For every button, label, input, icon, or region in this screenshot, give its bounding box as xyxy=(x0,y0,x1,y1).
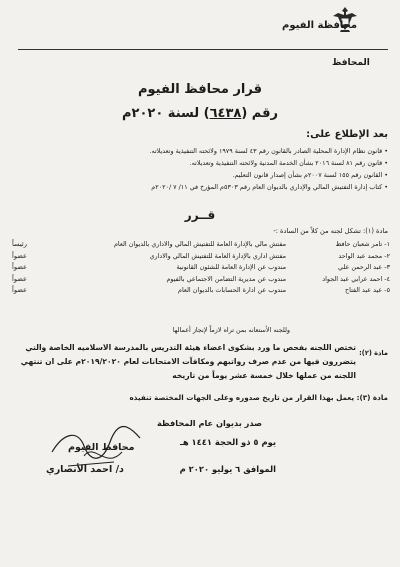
member-role: عضواً xyxy=(12,274,27,283)
article-2-text: تختص اللجنه بفحص ما ورد بشكوى اعضاء هيئة التدريس بالمدرسة الاسلاميه الخاصة والتي يتضررون فيها من عدم صرف رواتبهم ومكافآت الامتحانات لعام ٢٠١٩/٢٠٢٠م على ان تنتهي اللجنه من عملها خلال خمسة عشر يوماً من تاريخه xyxy=(20,343,356,380)
decision-title: قرار محافظ الفيوم xyxy=(137,82,262,97)
member-role: رئيساً xyxy=(12,240,27,248)
article-2-label: مادة (٢): xyxy=(359,349,388,357)
header-divider xyxy=(18,49,388,50)
reference-item: • القانون رقم ١٥٥ لسنة ٢٠٠٧م بشأن إصدار قانون التعليم. xyxy=(232,171,388,179)
decided-heading: قــرر xyxy=(184,208,216,222)
member-name: ٣- عبد الرحمن علي xyxy=(338,263,390,271)
member-name: ١- تامر شعبان حافظ xyxy=(335,240,390,248)
after-review-heading: بعد الإطلاع على: xyxy=(306,129,388,140)
governor-name: د/ احمد الأنصاري xyxy=(46,464,124,475)
member-job: مفتش اداري بالإدارة العامة للتفتيش المالي والاداري xyxy=(149,251,286,260)
committee-members xyxy=(12,240,390,298)
decision-number xyxy=(0,106,400,121)
members-note: وللجنه الأستعانه بمن تراه لازماً لإنجاز أعمالها xyxy=(172,326,290,334)
gregorian-date: الموافق ٦ يوليو ٢٠٢٠ م xyxy=(179,464,276,474)
issued-at: صدر بديوان عام المحافظة xyxy=(156,418,262,428)
member-job: مندوب عن مديرية التضامن الاجتماعي بالفيوم xyxy=(166,274,286,283)
decision-number-suffix: ) لسنة ٢٠٢٠م xyxy=(122,106,210,121)
reference-item: • كتاب إدارة التفتيش المالي والإداري بالديوان العام رقم ٥٣٠٣م المؤرخ في ١١/ ٧ /٢٠٢٠م xyxy=(151,183,388,191)
governorate-header: محافظة الفيوم xyxy=(282,20,358,31)
governor-title: محافظ الفيوم xyxy=(68,442,135,453)
member-row xyxy=(12,240,390,252)
member-job: مندوب عن ادارة الحسابات بالديوان العام xyxy=(178,286,286,294)
member-row xyxy=(12,263,390,275)
reference-item: • قانون نظام الإدارة المحلية الصادر بالقانون رقم ٤٣ لسنة ١٩٧٩ ولائحته التنفيذية وتعديلاته. xyxy=(149,147,388,155)
member-name: ٥- عيد عبد الفتاح xyxy=(345,286,390,294)
article-1: مادة (١): تشكل لجنه من كلاً من السادة :- xyxy=(273,227,388,235)
member-role: عضواً xyxy=(12,251,27,260)
member-role: عضواً xyxy=(12,286,27,294)
references-list xyxy=(18,145,388,193)
member-row xyxy=(12,275,390,287)
member-name: ٤- احمد عرابي عبد الجواد xyxy=(322,274,390,283)
member-row xyxy=(12,252,390,264)
member-name: ٢- محمد عبد الواحد xyxy=(338,251,390,260)
hijri-date: يوم ٥ ذو الحجة ١٤٤١ هـ xyxy=(179,437,276,447)
decision-number-value: ٦٤٣٨ xyxy=(209,106,242,121)
reference-item: • قانون رقم ٨١ لسنة ٢٠١٦ بشأن الخدمة المدنية ولائحته التنفيذية وتعديلاته. xyxy=(189,159,388,167)
member-job: مندوب عن الإدارة العامة للشئون القانونية xyxy=(176,263,286,271)
member-row xyxy=(12,286,390,298)
decision-number-prefix: رقم ( xyxy=(241,106,278,121)
article-3: مادة (٣): يعمل بهذا القرار من تاريخ صدوره وعلى الجهات المختصة تنفيذه xyxy=(129,393,388,402)
member-job: مفتش مالي بالإدارة العامة للتفتيش المالي والاداري بالديوان العام xyxy=(113,240,286,248)
department-label: المحافظ xyxy=(332,58,370,68)
member-role: عضواً xyxy=(12,263,27,271)
